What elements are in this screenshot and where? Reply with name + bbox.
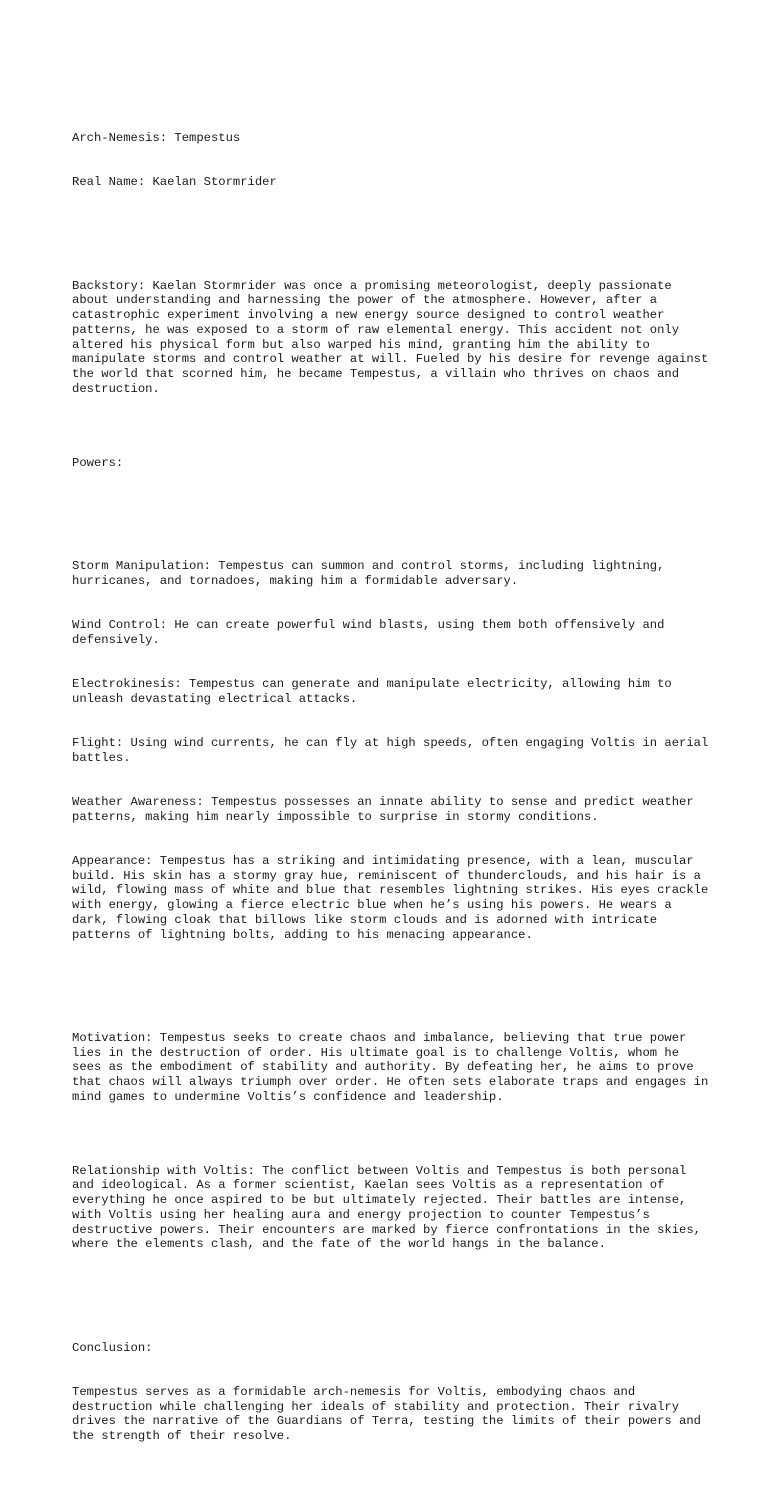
real-name-line: Real Name: Kaelan Stormrider [72, 175, 277, 190]
power-flight: Flight: Using wind currents, he can fly at high speeds, often engaging Voltis in aerial battles. [72, 735, 716, 765]
heading-block [72, 102, 712, 220]
document-title: Arch-Nemesis: Tempestus [72, 131, 241, 145]
conclusion-block [72, 1311, 712, 1473]
document-page [72, 72, 716, 1503]
power-storm-manipulation: Storm Manipulation: Tempestus can summon and control storms, including lightning, hurricanes, and tornadoes, making him a formidable adversary. [72, 558, 672, 588]
powers-label: Powers: [72, 455, 124, 470]
power-wind-control: Wind Control: He can create powerful wind blasts, using them both offensively and defensively. [72, 617, 672, 647]
powers-list [72, 529, 716, 972]
motivation-paragraph: Motivation: Tempestus seeks to create chaos and imbalance, believing that true power lies in the destruction of order. His ultimate goal is to challenge Voltis, whom he sees as the embodiment of stability and authority. By defeating her, he aims to prove that chaos will always triumph over order. He often sets elaborate traps and engages in mind games to undermine Voltis’s confidence and leadership. [72, 1030, 716, 1104]
power-electrokinesis: Electrokinesis: Tempestus can generate and manipulate electricity, allowing him to unleash devastating electrical attacks. [72, 676, 680, 706]
conclusion-paragraph: Tempestus serves as a formidable arch-nemesis for Voltis, embodying chaos and destruction while challenging her ideals of stability and protection. Their rivalry drives the narrative of the Guardians of Terra, testing the limits of their powers and the strength of their resolve. [72, 1384, 709, 1443]
conclusion-label: Conclusion: [72, 1340, 153, 1355]
relationship-paragraph: Relationship with Voltis: The conflict between Voltis and Tempestus is both personal and ideological. As a former scientist, Kaelan sees Voltis as a representation of everything he once aspired to be but ultimately rejected. Their battles are intense, with Voltis using her healing aura and energy projection to counter Tempestus’s destructive powers. Their encounters are marked by fierce confrontations in the skies, where the elements clash, and the fate of the world hangs in the balance. [72, 1163, 709, 1252]
power-weather-awareness: Weather Awareness: Tempestus possesses an innate ability to sense and predict weather patterns, making him nearly impossible to surprise in stormy conditions. [72, 794, 701, 824]
backstory-paragraph: Backstory: Kaelan Stormrider was once a promising meteorologist, deeply passionate about understanding and harnessing the power of the atmosphere. However, after a catastrophic experiment involving a new energy source designed to control weather patterns, he was exposed to a storm of raw elemental energy. This accident not only altered his physical form but also warped his mind, granting him the ability to manipulate storms and control weather at will. Fueled by his desire for revenge against the world that scorned him, he became Tempestus, a villain who thrives on chaos and destruction. [72, 278, 716, 396]
appearance-paragraph: Appearance: Tempestus has a striking and intimidating presence, with a lean, muscular build. His skin has a stormy gray hue, reminiscent of thunderclouds, and his hair is a wild, flowing mass of white and blue that resembles lightning strikes. His eyes crackle with energy, glowing a fierce electric blue when he’s using his powers. He wears a dark, flowing cloak that billows like storm clouds and is adorned with intricate patterns of lightning bolts, adding to his menacing appearance. [72, 853, 716, 942]
